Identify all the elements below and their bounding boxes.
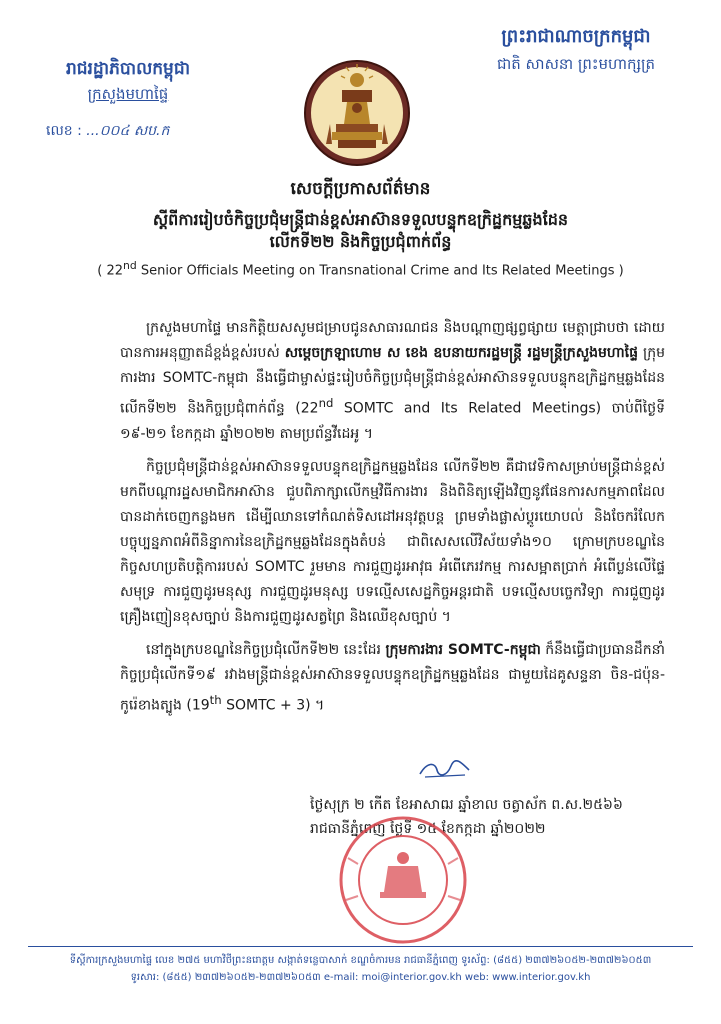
title-english-sup: nd [123, 259, 137, 272]
p1-text-b: ក្រុមការងារ SOMTC-កម្ពុជា នឹងធ្វើជាម្ចាស់ផ្ទះរៀបចំកិច្ចប្រជុំមន្ត្រីជាន់ខ្ពស់អាស៊ានទទួលបន្ទុកឧក្រិដ្ឋកម្មឆ្លងដែន លើកទី២២ និងកិច្ចប្រជុំពាក់ព័ន្ធ (22 [120, 345, 665, 417]
p2-text: កិច្ចប្រជុំមន្ត្រីជាន់ខ្ពស់អាស៊ានទទួលបន្ទុកឧក្រិដ្ឋកម្មឆ្លងដែន លើកទី២២ គឺជាវេទិកាសម្រាប់មន្ត្រីជាន់ខ្ពស់មកពីបណ្តារដ្ឋសមាជិកអាស៊ាន ជួបពិភាក្សាលើកម្មវិធីការងារ និងពិនិត្យឡើងវិញនូវផែនការសកម្មភាពដែលបានដាក់ចេញកន្លងមក ដើម្បីឈានទៅកំណត់ទិសដៅអនុវត្តបន្ត ព្រមទាំងផ្លាស់ប្តូរយោបល់ និងចែករំលែកបច្ចុប្បន្នភាពអំពីនិន្នាការនៃឧក្រិដ្ឋកម្មឆ្លងដែនក្នុងតំបន់ ជាពិសេសលើវិស័យទាំង១០ ក្រោមក្របខណ្ឌនៃកិច្ចសហប្រតិបត្តិការរបស់ SOMTC រួមមាន ការជួញដូរអាវុធ អំពើភេរវកម្ម ការសម្អាតប្រាក់ អំពើប្លន់លើផ្ទៃសមុទ្រ ការជួញដូរមនុស្ស ការជួញដូរមនុស្ស បទល្មើសសេដ្ឋកិច្ចអន្តរជាតិ បទល្មើសបច្ចេកវិទ្យា ការជួញដូរគ្រឿងញៀនខុសច្បាប់ និងការជួញដូរសត្វព្រៃ និងឈើខុសច្បាប់ ។ [120, 458, 665, 625]
p1-sup: nd [318, 396, 334, 410]
title-main: សេចក្តីប្រកាសព័ត៌មាន [290, 179, 431, 199]
reference-value: ...០០៤ សប.ក [86, 123, 170, 139]
initial-signature-icon [417, 758, 472, 780]
document-body [120, 316, 665, 726]
ministry-header [28, 58, 228, 142]
p3-working-group: ក្រុមការងារ SOMTC-កម្ពុជា [385, 641, 541, 658]
p1-text-a: ក្រសួងមហាផ្ទៃ មានកិត្តិយសសូមជម្រាបជូនសាធារណជន និងបណ្តាញផ្សព្វផ្សាយ មេត្តាជ្រាបថា ដោយបានការអនុញ្ញាតដ៏ខ្ពង់ខ្ពស់របស់ [120, 320, 665, 361]
p1-minister-name: សម្តេចក្រឡាហោម ស ខេង ឧបនាយករដ្ឋមន្ត្រី រដ្ឋមន្ត្រីក្រសួងមហាផ្ទៃ [284, 345, 639, 361]
title-english-prefix: ( 22 [97, 263, 124, 279]
paragraph-2 [120, 455, 665, 630]
reference-label: លេខ : [46, 123, 82, 139]
p3-sup: th [209, 692, 222, 707]
kingdom-name: ព្រះរាជាណាចក្រកម្ពុជា [501, 26, 651, 47]
p3-text-c: SOMTC + 3) ។ [221, 697, 325, 714]
title-english [40, 259, 681, 278]
footer-address: ទីស្តីការក្រសួងមហាផ្ទៃ លេខ ២៧៥ មហាវិថីព្រះនរោត្តម សង្កាត់ទន្លេបាសាក់ ខណ្ឌចំការមន រាជធានីភ្នំពេញ ទូរស័ព្ទ: (៨៥៥) ២៣៧២៦០៥២-២៣៧២៦០៥៣ [69, 955, 652, 966]
footer-contact [28, 952, 693, 986]
p3-text-a: នៅក្នុងក្របខណ្ឌនៃកិច្ចប្រជុំលើកទី២២ នេះដែរ [146, 641, 386, 658]
p3-text-b: ក៏នឹងធ្វើជាប្រធានដឹកនាំកិច្ចប្រជុំលើកទី១៩ រវាងមន្ត្រីជាន់ខ្ពស់អាស៊ានទទួលបន្ទុកឧក្រិដ្ឋកម្មឆ្លងដែន ជាមួយដៃគូសន្ទនា ចិន-ជប៉ុន-កូរ៉េខាងត្បូង (19 [120, 641, 665, 714]
title-subject-line2: លើកទី២២ និងកិច្ចប្រជុំពាក់ព័ន្ធ [269, 232, 452, 251]
document-title [40, 178, 681, 278]
solar-date: រាជធានីភ្នំពេញ ថ្ងៃទី ១៥ ខែកក្កដា ឆ្នាំ២០២២ [310, 821, 546, 837]
footer-fax-email-web: ទូរសារ: (៨៥៥) ២៣៧២៦០៥២-២៣៧២៦០៥៣ e-mail: moi@interior.gov.kh web: www.interior.gov.kh [130, 972, 591, 983]
lunar-date: ថ្ងៃសុក្រ ២ កើត ខែអាសាឍ ឆ្នាំខាល ចត្វាស័ក ព.ស.២៥៦៦ [310, 797, 623, 813]
ministry-name: ក្រសួងមហាផ្ទៃ [87, 85, 169, 103]
title-english-rest: Senior Officials Meeting on Transnational Crime and Its Related Meetings ) [136, 263, 624, 279]
ministry-emblem-icon [302, 58, 412, 168]
title-subject [40, 209, 681, 253]
paragraph-1 [120, 316, 665, 447]
title-subject-line1: ស្តីពីការរៀបចំកិច្ចប្រជុំមន្ត្រីជាន់ខ្ពស់អាស៊ានទទួលបន្ទុកឧក្រិដ្ឋកម្មឆ្លងដែន [152, 210, 569, 229]
footer-divider [28, 946, 693, 947]
national-motto: ជាតិ សាសនា ព្រះមហាក្សត្រ [496, 55, 656, 73]
official-seal-icon [318, 808, 488, 948]
government-name: រាជរដ្ឋាភិបាលកម្ពុជា [65, 59, 191, 79]
p1-text-c: SOMTC and Its Related Meetings) ចាប់ពីថ្ងៃទី ១៩-២១ ខែកក្កដា ឆ្នាំ២០២២ តាមប្រព័ន្ធវីដេអូ ។ [120, 400, 665, 442]
kingdom-header [471, 24, 681, 77]
reference-number [28, 121, 228, 142]
paragraph-3 [120, 638, 665, 719]
